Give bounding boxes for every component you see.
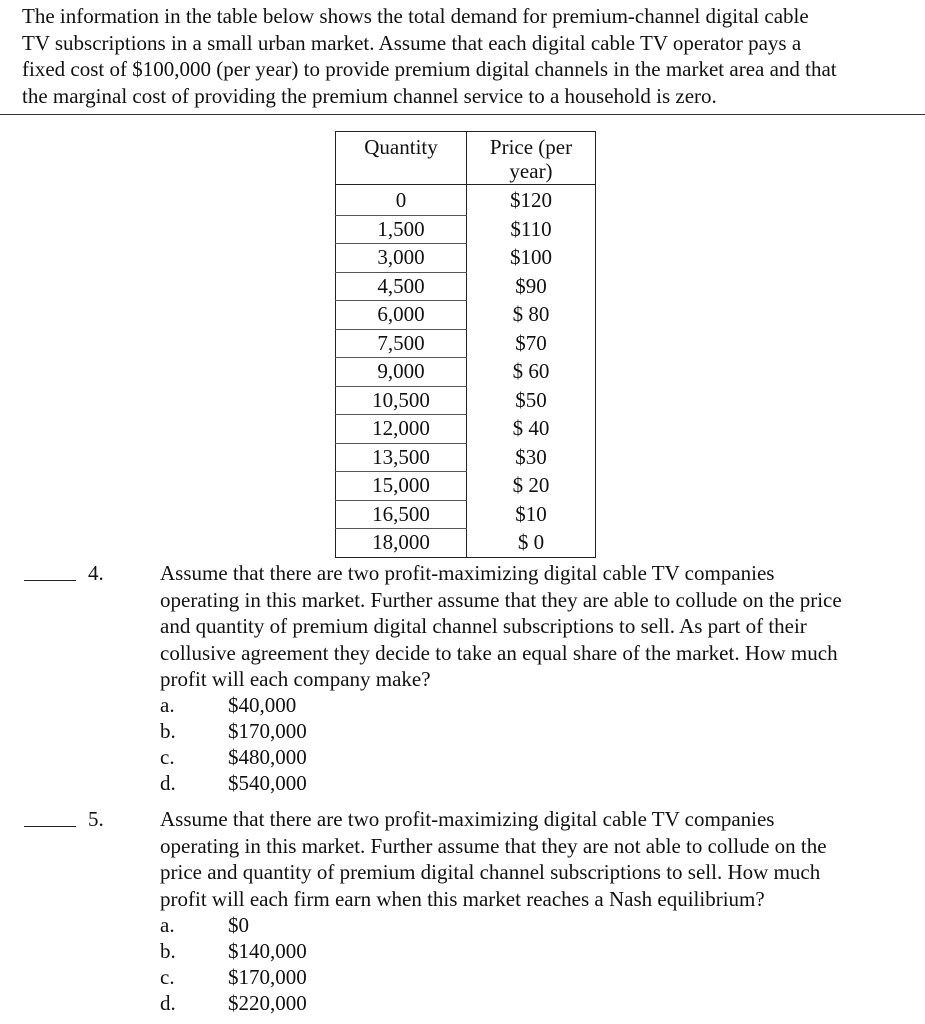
option-letter: d. — [160, 991, 176, 1015]
table-header-row — [336, 132, 596, 185]
price-cell: $30 — [467, 443, 596, 472]
quantity-cell: 7,500 — [336, 329, 467, 358]
table-row — [336, 443, 596, 472]
question-line: profit will each firm earn when this market reaches a Nash equilibrium? — [160, 886, 765, 911]
price-cell: $120 — [467, 185, 596, 216]
quantity-cell: 1,500 — [336, 215, 467, 244]
answer-blank[interactable] — [24, 826, 76, 827]
price-header — [467, 132, 596, 185]
option-letter: a. — [160, 693, 175, 717]
quantity-cell: 9,000 — [336, 358, 467, 387]
price-cell: $50 — [467, 386, 596, 415]
option-value: $540,000 — [228, 771, 307, 795]
price-cell: $70 — [467, 329, 596, 358]
table-row — [336, 472, 596, 501]
question-line: operating in this market. Further assume that they are able to collude on the price — [160, 587, 842, 612]
option-letter: b. — [160, 939, 176, 963]
quantity-cell: 10,500 — [336, 386, 467, 415]
section-divider — [0, 114, 925, 115]
price-cell: $100 — [467, 244, 596, 273]
option-letter: b. — [160, 719, 176, 743]
quantity-cell: 16,500 — [336, 500, 467, 529]
question-line: Assume that there are two profit-maximizing digital cable TV companies — [160, 561, 775, 585]
table-row — [336, 415, 596, 444]
table-row — [336, 358, 596, 387]
quantity-cell: 15,000 — [336, 472, 467, 501]
quantity-cell: 12,000 — [336, 415, 467, 444]
price-cell: $90 — [467, 272, 596, 301]
quantity-cell: 18,000 — [336, 529, 467, 558]
table-row — [336, 301, 596, 330]
table-row — [336, 185, 596, 216]
option-value: $140,000 — [228, 939, 307, 963]
option-value: $0 — [228, 913, 249, 937]
intro-line: fixed cost of $100,000 (per year) to provide premium digital channels in the market area and that — [22, 57, 837, 81]
quantity-cell: 4,500 — [336, 272, 467, 301]
quantity-cell: 6,000 — [336, 301, 467, 330]
question-text — [160, 560, 910, 693]
question-line: operating in this market. Further assume that they are not able to collude on the — [160, 833, 827, 858]
quantity-cell: 3,000 — [336, 244, 467, 273]
quantity-cell: 13,500 — [336, 443, 467, 472]
table-row — [336, 215, 596, 244]
demand-table — [335, 131, 596, 558]
price-cell: $ 60 — [467, 358, 596, 387]
question-text — [160, 806, 910, 912]
intro-paragraph — [22, 3, 917, 109]
option-value: $220,000 — [228, 991, 307, 1015]
question-number: 4. — [88, 561, 104, 585]
price-header-line1: Price (per — [489, 135, 573, 159]
question-number: 5. — [88, 807, 104, 831]
question-line: profit will each company make? — [160, 667, 431, 691]
option-value: $480,000 — [228, 745, 307, 769]
table-row — [336, 272, 596, 301]
option-letter: c. — [160, 745, 175, 769]
table-row — [336, 529, 596, 558]
option-letter: c. — [160, 965, 175, 989]
option-value: $170,000 — [228, 965, 307, 989]
price-cell: $110 — [467, 215, 596, 244]
answer-blank[interactable] — [24, 580, 76, 581]
question-line: price and quantity of premium digital channel subscriptions to sell. How much — [160, 860, 821, 884]
question-line: Assume that there are two profit-maximizing digital cable TV companies — [160, 807, 775, 831]
question-line: and quantity of premium digital channel subscriptions to sell. As part of their — [160, 614, 807, 638]
option-value: $40,000 — [228, 693, 297, 717]
table-row — [336, 500, 596, 529]
intro-line: The information in the table below shows the total demand for premium-channel digital cable — [22, 4, 809, 28]
quantity-header: Quantity — [336, 132, 467, 185]
price-cell: $10 — [467, 500, 596, 529]
price-cell: $ 0 — [467, 529, 596, 558]
price-cell: $ 80 — [467, 301, 596, 330]
table-row — [336, 244, 596, 273]
intro-line: TV subscriptions in a small urban market. Assume that each digital cable TV operator pays a — [22, 30, 802, 55]
price-header-line2: year) — [509, 159, 553, 183]
question-line: collusive agreement they decide to take an equal share of the market. How much — [160, 640, 838, 665]
intro-line: the marginal cost of providing the premium channel service to a household is zero. — [22, 83, 717, 108]
price-cell: $ 20 — [467, 472, 596, 501]
option-letter: d. — [160, 771, 176, 795]
table-row — [336, 329, 596, 358]
quantity-cell: 0 — [336, 185, 467, 216]
option-value: $170,000 — [228, 719, 307, 743]
price-cell: $ 40 — [467, 415, 596, 444]
table-row — [336, 386, 596, 415]
option-letter: a. — [160, 913, 175, 937]
